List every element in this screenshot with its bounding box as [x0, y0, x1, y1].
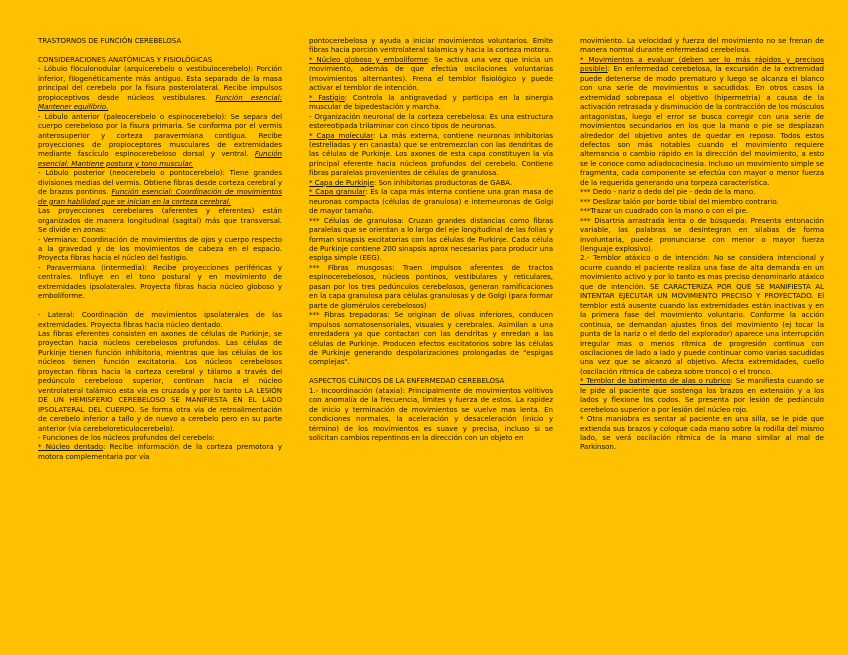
paragraph: - Paravermiana (intermedia): Recibe proyecciones periféricas y centrales. Influye en el tono postural y en movimiento de extremidades ipsolaterales. Proyecta fibras hacia núcleo globoso y emboliforme. [38, 262, 282, 301]
paragraph: movimiento. La velocidad y fuerza del movimiento no se frenan de manera normal durante enfermedad cerebelosa. [580, 36, 824, 55]
term-label: * Capa de Purkinje [309, 177, 374, 187]
paragraph [38, 112, 282, 169]
paragraph [309, 93, 553, 112]
paragraph [309, 187, 553, 215]
paragraph: - Vermiana: Coordinación de movimientos de ojos y cuerpo respecto a la gravedad y de los movimientos de cabeza en el espacio. Proyecta fibras hacia el núcleo del fastigio. [38, 234, 282, 263]
paragraph-text: : Controla la antigravedad y participa en la sinergia muscular de bipedestación y marcha. [309, 92, 553, 112]
paragraph [309, 131, 553, 178]
paragraph: *** Fibras trepadoras: Se originan de olivas inferiores, conducen impulsos somatosensoriales, visuales y cerebrales. Asimilan a una enredadera ya que contactan con las dendritas y enredan a las células de Purkinje. Producen efectos excitatorios sobre las células de Purkinje generando despolarizaciones prolongadas de "espigas complejas". [309, 310, 553, 367]
paragraph: 2.- Temblor atáxico o de intención: No se considera intencional y ocurre cuando el paciente realiza una fase de alta demanda en un movimiento activo y por lo tanto es mas preciso denominarlo atáxico que de intención. SE CARACTERIZA POR QUE SE MANIFIESTA AL INTENTAR EJECUTAR UN MOVIMIENTO PRECISO Y PROYECTADO. El temblor está ausente cuando las extremidades están inactivas y en la primera fase del movimiento voluntario. Conforme la acción continua, se demandan ajustes finos del movimiento (ej tocar la punta de la nariz o el dedo del explorador) aparece una interrupción irregular mas o menos rítmica de progresión continua con oscilaciones de lado a lado y puede continuar como varias sacudidas una vez que se alcanzó al objetivo. Afecta extremidades, cuello (oscilación rítmica de cabeza sobre tronco) o el tronco. [580, 253, 824, 376]
section-heading: CONSIDERACIONES ANATÓMICAS Y FISIOLÓGICAS [38, 54, 213, 64]
paragraph [580, 55, 824, 187]
paragraph-text: - Lóbulo anterior (paleocerebelo o espinocerebelo): Se separa del cuerpo cerebeloso por la fisura primaria. Se conforma por el vermis anterosuperior y corteza paravermiana contigua. Recibe proyecciones de propioceptores musculares de extremidades mediante fascículo espinocerebeloso dorsal y ventral. [38, 111, 282, 159]
paragraph: *** Deslizar talón por borde tibial del miembro contrario. [580, 196, 779, 206]
section-heading: ASPECTOS CLÍNICOS DE LA ENFERMEDAD CEREBELOSA [309, 376, 505, 386]
paragraph-text: - Lóbulo flóculonodular (arquicerebelo o vestibulocerebelo): Porción inferior, filogenéticamente más antiguo. Esta separado de la masa principal del cerebelo por la fisura posterolateral. Recibe impulsos propioceptivos desde núcleos vestibulares. [38, 64, 282, 102]
paragraph: - Organización neuronal de la corteza cerebelosa: Es una estructura estereotipada trilaminar con cinco tipos de neuronas. [309, 111, 553, 131]
paragraph [309, 178, 553, 187]
paragraph-text: : Recibe información de la corteza premotora y motora complementaria por vía [38, 442, 282, 461]
paragraph: Las proyecciones cerebelares (aferentes y eferentes) están organizados de manera longitudinal (sagital) más que transversal. Se divide en zonas: [38, 206, 282, 235]
column-2 [309, 36, 553, 442]
column-3 [580, 36, 824, 452]
paragraph-text: : En enfermedad cerebelosa, la excursión de la extremidad puede detenerse de modo prematuro y luego se alcanza el blanco con una serie de movimientos o sacudidas. En otros casos la extremidad sobrepasa el objetivo (hipermetría) a causa de la activación retrasada y disminución de la contracción de los músculos antagonistas, luego el error se busca corregir con una serie de movimientos secundarios en los que la mano o pie se desplazan alrededor del objetivo antes de quedar en reposo. Todos estos defectos son más notables cuando el movimiento requiere alternancia o cambio rápido en la dirección del movimiento, a esto se le conoce como adiadococinesia. Incluso un movimiento simple se fragmenta, cada componente se efectúa con mayor o menor fuerza de la requerida generando una torpeza característica. [580, 64, 824, 187]
paragraph-text: : Son inhibitorias productoras de GABA. [373, 177, 513, 187]
paragraph [580, 376, 824, 414]
column-1 [38, 36, 282, 461]
paragraph [309, 55, 553, 93]
paragraph-text: : Se activa una vez que inicia un movimiento, además de que efectúa oscilaciones voluntarias (movimientos alternantes). Frena el temblor fisiológico y puede activar el temblor de intención. [309, 54, 553, 93]
paragraph-text: : La más externa, contiene neuronas inhibitorias (estrelladas y en canasta) que se entremezclan con las dendritas de las células de Purkinje. Los axones de esta capa constituyen la vía principal eferente hacia núcleos profundos del cerebelo. Contiene fibras paralelas provenientes de células de granulosa. [309, 130, 554, 178]
paragraph-text: : Se manifiesta cuando se le pide al paciente que sostenga los brazos en extensión y a los lados y flexione los codos. Se presenta por lesión de pedúnculo cerebeloso superior o por lesión del núcleo rojo. [580, 376, 824, 414]
function-note: Función esencial: Mantiene postura y tono muscular. [38, 149, 282, 168]
document-title: TRASTORNOS DE FUNCIÓN CEREBELOSA [38, 36, 182, 45]
paragraph [38, 168, 282, 206]
paragraph: *** Disartria arrastrada lenta o de búsqueda: Presenta entonación variable, las palabras se desintegran en silabas de forma involuntaria, puede pronunciarse con menor o mayor fuerza (lenguaje explosivo). [580, 215, 824, 253]
paragraph-text: - Lóbulo posterior (neocerebelo o pontocerebelo): Tiene grandes divisiones medias del vermis. Obtiene fibras desde corteza cerebral y de brazos pontinos. [38, 168, 282, 197]
paragraph: *** Células de granulosa: Cruzan grandes distancias como fibras paralelas que se orientan a lo largo del eje longitudinal de las folias y forman sinapsis excitatorias con las células de Purkinje. Cada célula de Purkinje contiene 200 sinapsis aprox necesarias para producir una espiga simple (EEG). [309, 215, 553, 263]
paragraph: pontocerebelosa y ayuda a iniciar movimientos voluntarios. Emite fibras hacia porción ventrolateral talamica y hacia la corteza motora. [309, 36, 553, 55]
term-label: * Fastigio [309, 92, 345, 102]
paragraph: Las fibras eferentes consisten en axones de células de Purkinje, se proyectan hacia núcleos cerebelosos profundos. Las células de Purkinje tienen función inhibitoria, mientras que las células de los núcleos tienen función excitatoria. Los núcleos cerebelosos proyectan fibras hacia la corteza cerebral y tálamo a través del pedúnculo cerebeloso superior, continan hacia el núcleo ventrolateral talámico esta vía es cruzada y por lo tanto LA LESIÓN DE UN HEMISFERIO CEREBELOSO SE MANIFIESTA EN EL LADO IPSOLATERAL DEL CUERPO. Se forma otra vía de retroalimentación de cerebelo inferior a tallo y de nuevo a cerebelo pero en su parte anterior (vía cerebeloreticulocerebelo). [38, 329, 282, 433]
paragraph: *** Dedo - nariz o dedo del pie - dedo de la mano. [580, 187, 756, 197]
paragraph: ***Trazar un cuadrado con la mano o con el pie. [580, 206, 749, 216]
paragraph [38, 442, 282, 461]
term-label: * Movimientos a evaluar (deben ser lo más rápidos y precisos posible) [580, 54, 824, 74]
paragraph-text: : Es la capa más interna contiene una gran masa de neuronas compacta (células de granulosa) e interneuronas de Golgi de mayor tamaño. [309, 187, 554, 216]
term-label: * Temblor de batimiento de alas o rubrico [580, 376, 731, 386]
function-note: Función esencial: Mantener equilibrio. [38, 92, 282, 112]
term-label: * Núcleo globoso y emboliforme [309, 54, 428, 64]
function-note: Función esencial: Coordinación de movimientos de gran habilidad que se inician en la corteza cerebral. [38, 187, 282, 206]
paragraph: * Otra maniobra es sentar al paciente en una silla, se le pide que extienda sus brazos y coloque cada mano sobre la rodilla del mismo lado, se verá oscilación rítmica de la mano similar al mal de Parkinson. [580, 414, 824, 452]
paragraph: - Lateral: Coordinación de movimientos ipsolaterales de las extremidades. Proyecta fibras hacia núcleo dentado. [38, 310, 282, 329]
term-label: * Capa granular [309, 187, 366, 197]
paragraph: - Funciones de los núcleos profundos del cerebelo: [38, 433, 215, 442]
paragraph: *** Fibras musgosas: Traen impulsos aferentes de tractos espinocerebelosos, núcleos pontinos, vestibulares y reticulares, pasan por los tres pedúnculos cerebelosos, generan ramificaciones en la capa granulosa para células granulosas y de Golgi (para formar parte de glomérulos cerebelosos) [309, 262, 553, 310]
term-label: * Núcleo dentado [38, 442, 104, 452]
term-label: * Capa molecular [309, 130, 374, 140]
paragraph: 1.- Incoordinación (ataxia): Principalmente de movimientos volitivos con anomalía de la frecuencia, límites y fuerza de estos. La rapidez de inicio y terminación de movimientos se vuelve mas lenta. En condiciones normales, la aceleración y desaceleración (inicio y término) de los movimientos es suave y precisa, incluso si se solicitan cambios repentinos en la dirección con un objeto en [309, 385, 553, 443]
paragraph [38, 64, 282, 111]
